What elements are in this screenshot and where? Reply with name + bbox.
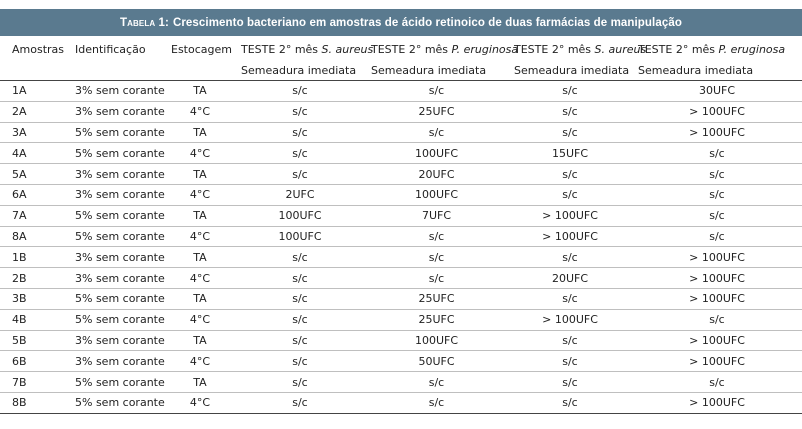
table-row (0, 309, 802, 330)
cell-test4: s/c (709, 209, 725, 223)
header-row (0, 38, 802, 60)
cell-test4: s/c (709, 167, 725, 181)
cell-identificacao: 5% sem corante (75, 209, 165, 223)
cell-estocagem: TA (193, 84, 207, 98)
test2-prefix: TESTE 2° mês (371, 42, 449, 56)
cell-amostra: 7A (12, 209, 27, 223)
cell-amostra: 8A (12, 229, 27, 243)
cell-estocagem: TA (193, 292, 207, 306)
table-row (0, 330, 802, 351)
cell-estocagem: TA (193, 250, 207, 264)
cell-identificacao: 3% sem corante (75, 250, 165, 264)
table-row (0, 101, 802, 122)
cell-test1: s/c (292, 167, 308, 181)
cell-identificacao: 3% sem corante (75, 333, 165, 347)
cell-test3: > 100UFC (542, 229, 598, 243)
cell-amostra: 1B (12, 250, 27, 264)
cell-identificacao: 5% sem corante (75, 229, 165, 243)
col-header-test2 (365, 38, 519, 60)
table-row (0, 392, 802, 413)
cell-test4: > 100UFC (689, 271, 745, 285)
cell-estocagem: 4°C (189, 105, 211, 119)
cell-test2: 100UFC (414, 146, 459, 160)
cell-estocagem: TA (193, 167, 207, 181)
cell-test2: 100UFC (414, 333, 459, 347)
cell-test3: s/c (562, 333, 578, 347)
cell-test1: s/c (292, 313, 308, 327)
cell-estocagem: 4°C (189, 396, 211, 410)
table-row (0, 372, 802, 393)
cell-amostra: 3A (12, 125, 27, 139)
table-row (0, 184, 802, 205)
col-subheader-test4: Semeadura imediata (638, 63, 754, 77)
table-row (0, 268, 802, 289)
cell-test3: s/c (562, 292, 578, 306)
test3-organism: S. aureus (594, 42, 647, 56)
cell-test1: s/c (292, 333, 308, 347)
cell-estocagem: TA (193, 209, 207, 223)
test2-organism: P. eruginosa (451, 42, 519, 56)
caption-text: Crescimento bacteriano em amostras de ácido retinoico de duas farmácias de manipulação (172, 16, 682, 29)
cell-estocagem: 4°C (189, 313, 211, 327)
cell-test2: s/c (428, 271, 445, 285)
test3-prefix: TESTE 2° mês (514, 42, 592, 56)
cell-test2: 20UFC (418, 167, 455, 181)
cell-test4: s/c (709, 146, 725, 160)
table-row (0, 288, 802, 309)
cell-test1: s/c (292, 292, 308, 306)
cell-amostra: 2A (12, 105, 27, 119)
cell-amostra: 8B (12, 396, 27, 410)
table-row (0, 122, 802, 143)
cell-identificacao: 5% sem corante (75, 125, 165, 139)
cell-amostra: 6B (12, 354, 27, 368)
cell-test3: 20UFC (551, 271, 589, 285)
cell-test3: > 100UFC (542, 313, 598, 327)
test1-prefix: TESTE 2° mês (241, 42, 319, 56)
cell-test4: > 100UFC (689, 354, 745, 368)
cell-test3: s/c (562, 354, 578, 368)
cell-amostra: 5A (12, 167, 27, 181)
cell-test2: s/c (428, 125, 445, 139)
cell-test1: s/c (292, 250, 308, 264)
cell-identificacao: 3% sem corante (75, 105, 165, 119)
cell-identificacao: 5% sem corante (75, 375, 165, 389)
cell-test1: 2UFC (285, 188, 315, 202)
cell-test3: s/c (562, 125, 578, 139)
col-header-test4 (632, 38, 802, 60)
cell-test4: s/c (709, 229, 725, 243)
col-subheader-test3: Semeadura imediata (514, 63, 630, 77)
test4-prefix: TESTE 2° mês (638, 42, 716, 56)
col-subheader-test2: Semeadura imediata (371, 63, 487, 77)
cell-test1: s/c (292, 146, 308, 160)
cell-test1: 100UFC (278, 209, 322, 223)
cell-identificacao: 5% sem corante (75, 396, 165, 410)
cell-estocagem: TA (193, 125, 207, 139)
cell-test2: 25UFC (418, 105, 455, 119)
cell-test4: > 100UFC (689, 292, 745, 306)
cell-test1: s/c (292, 375, 308, 389)
caption-lead: Tabela 1: (120, 16, 169, 29)
cell-estocagem: 4°C (189, 188, 211, 202)
col-subheader-test1: Semeadura imediata (241, 63, 357, 77)
cell-amostra: 7B (12, 375, 27, 389)
subheader-row (0, 60, 802, 81)
cell-amostra: 2B (12, 271, 27, 285)
cell-test4: s/c (709, 375, 725, 389)
cell-estocagem: TA (193, 375, 207, 389)
cell-test1: s/c (292, 271, 308, 285)
table-row (0, 351, 802, 372)
table-row (0, 226, 802, 247)
cell-amostra: 5B (12, 333, 27, 347)
cell-test3: s/c (562, 105, 578, 119)
cell-identificacao: 3% sem corante (75, 167, 165, 181)
table-row (0, 247, 802, 268)
cell-identificacao: 3% sem corante (75, 271, 165, 285)
cell-test1: s/c (292, 396, 308, 410)
test4-organism: P. eruginosa (718, 42, 786, 56)
cell-test4: s/c (709, 188, 725, 202)
cell-test4: > 100UFC (689, 125, 745, 139)
cell-test2: 50UFC (418, 354, 455, 368)
col-header-estocagem: Estocagem (171, 42, 232, 56)
cell-amostra: 3B (12, 292, 27, 306)
cell-test2: 25UFC (418, 292, 455, 306)
cell-estocagem: 4°C (189, 354, 211, 368)
cell-test3: > 100UFC (542, 209, 598, 223)
col-header-test3 (508, 38, 647, 60)
cell-test3: s/c (562, 188, 578, 202)
col-header-amostras: Amostras (12, 42, 65, 56)
cell-test4: 30UFC (698, 84, 736, 98)
cell-amostra: 6A (12, 188, 27, 202)
cell-test1: s/c (292, 125, 308, 139)
cell-test4: > 100UFC (689, 250, 745, 264)
table-row (0, 164, 802, 185)
cell-test3: s/c (562, 250, 578, 264)
cell-test2: 100UFC (414, 188, 459, 202)
cell-test4: s/c (709, 313, 725, 327)
cell-test3: s/c (562, 84, 578, 98)
cell-test1: s/c (292, 84, 308, 98)
cell-identificacao: 5% sem corante (75, 313, 165, 327)
cell-test2: s/c (428, 250, 445, 264)
cell-estocagem: 4°C (189, 146, 211, 160)
cell-amostra: 4B (12, 313, 27, 327)
cell-test3: s/c (562, 396, 578, 410)
cell-identificacao: 3% sem corante (75, 84, 165, 98)
table-body (0, 81, 802, 414)
table-row (0, 205, 802, 226)
cell-test2: s/c (428, 375, 445, 389)
cell-test1: 100UFC (278, 229, 322, 243)
cell-identificacao: 5% sem corante (75, 292, 165, 306)
cell-test3: 15UFC (551, 146, 589, 160)
cell-test1: s/c (292, 105, 308, 119)
test1-organism: S. aureus (321, 42, 374, 56)
cell-test4: > 100UFC (689, 105, 745, 119)
cell-test2: s/c (428, 84, 445, 98)
cell-estocagem: 4°C (189, 229, 211, 243)
cell-identificacao: 3% sem corante (75, 354, 165, 368)
cell-test1: s/c (292, 354, 308, 368)
cell-estocagem: TA (193, 333, 207, 347)
table-row (0, 81, 802, 102)
cell-test2: s/c (428, 396, 445, 410)
cell-test4: > 100UFC (689, 333, 745, 347)
cell-test4: > 100UFC (689, 396, 745, 410)
col-header-test1 (235, 38, 374, 60)
cell-amostra: 4A (12, 146, 27, 160)
table-row (0, 143, 802, 164)
cell-estocagem: 4°C (189, 271, 211, 285)
cell-identificacao: 3% sem corante (75, 188, 165, 202)
cell-test2: s/c (428, 229, 445, 243)
cell-amostra: 1A (12, 84, 27, 98)
bacterial-growth-table (0, 38, 802, 414)
table-caption (0, 9, 802, 36)
cell-test3: s/c (562, 167, 578, 181)
col-header-identificacao: Identificação (75, 42, 146, 56)
cell-test2: 7UFC (421, 209, 452, 223)
cell-test2: 25UFC (418, 313, 455, 327)
cell-identificacao: 5% sem corante (75, 146, 165, 160)
cell-test3: s/c (562, 375, 578, 389)
